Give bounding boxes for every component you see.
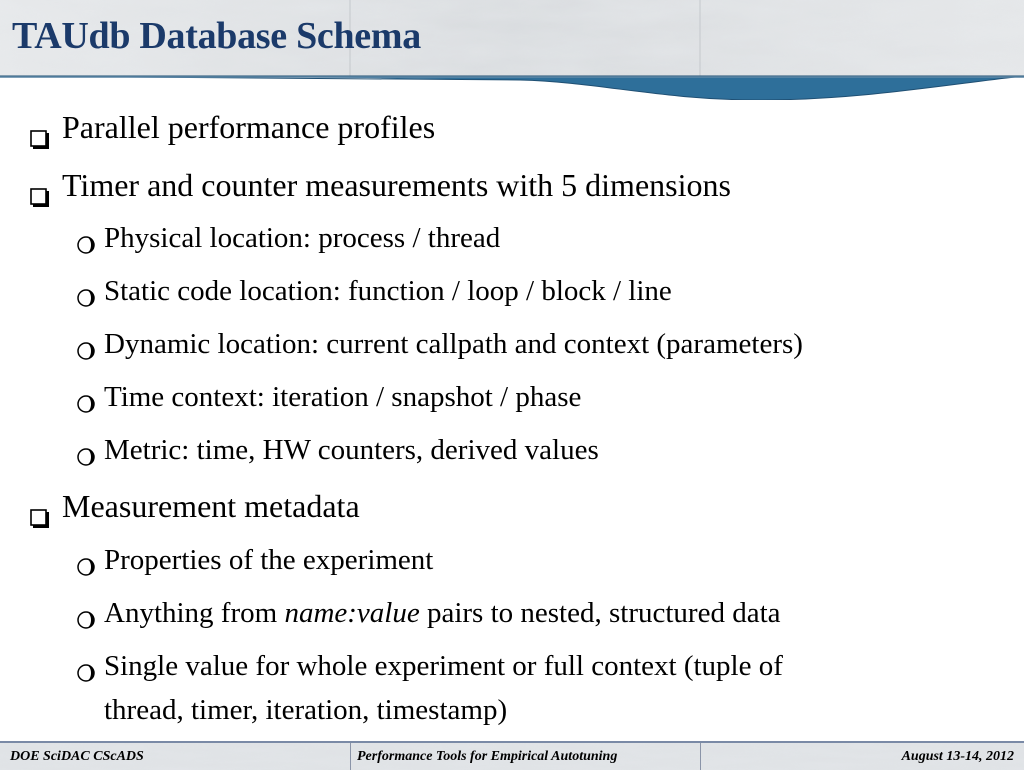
circle-bullet-icon — [76, 441, 98, 475]
footer-right: August 13-14, 2012 — [901, 749, 1014, 764]
bullet-text: Physical location: process / thread — [104, 222, 501, 254]
bullet-text: Timer and counter measurements with 5 dimensions — [62, 167, 731, 203]
slide-header — [0, 0, 1024, 100]
slide-title: TAUdb Database Schema — [12, 15, 421, 57]
bullet-text: Static code location: function / loop / block / line — [104, 275, 672, 307]
circle-bullet-icon — [76, 335, 98, 369]
square-bullet-icon — [30, 120, 50, 158]
footer-divider — [700, 743, 701, 770]
circle-bullet-icon — [76, 657, 98, 691]
circle-bullet-icon — [76, 551, 98, 585]
bullet-text: Time context: iteration / snapshot / phase — [104, 381, 582, 413]
bullet-text-after: pairs to nested, structured data — [419, 597, 781, 629]
bullet-text-before: Anything from — [104, 597, 285, 629]
bullet-text-line1: Single value for whole experiment or full context (tuple of — [104, 650, 783, 682]
square-bullet-icon — [30, 499, 50, 537]
footer-divider — [350, 743, 351, 770]
bullet-text: Properties of the experiment — [104, 544, 434, 576]
footer-left: DOE SciDAC CScADS — [10, 749, 144, 764]
footer-center: Performance Tools for Empirical Autotuning — [357, 749, 618, 764]
circle-bullet-icon — [76, 604, 98, 638]
slide-footer — [0, 741, 1024, 770]
circle-bullet-icon — [76, 388, 98, 422]
square-bullet-icon — [30, 178, 50, 216]
bullet-text: Parallel performance profiles — [62, 109, 436, 145]
circle-bullet-icon — [76, 282, 98, 316]
circle-bullet-icon — [76, 229, 98, 263]
bullet-text-line2: thread, timer, iteration, timestamp) — [104, 694, 508, 726]
bullet-text: Metric: time, HW counters, derived values — [104, 434, 599, 466]
bullet-text: Dynamic location: current callpath and context (parameters) — [104, 328, 803, 360]
bullet-text-italic: name:value — [284, 597, 420, 629]
bullet-text: Measurement metadata — [62, 488, 360, 524]
bullet-text — [104, 596, 781, 630]
